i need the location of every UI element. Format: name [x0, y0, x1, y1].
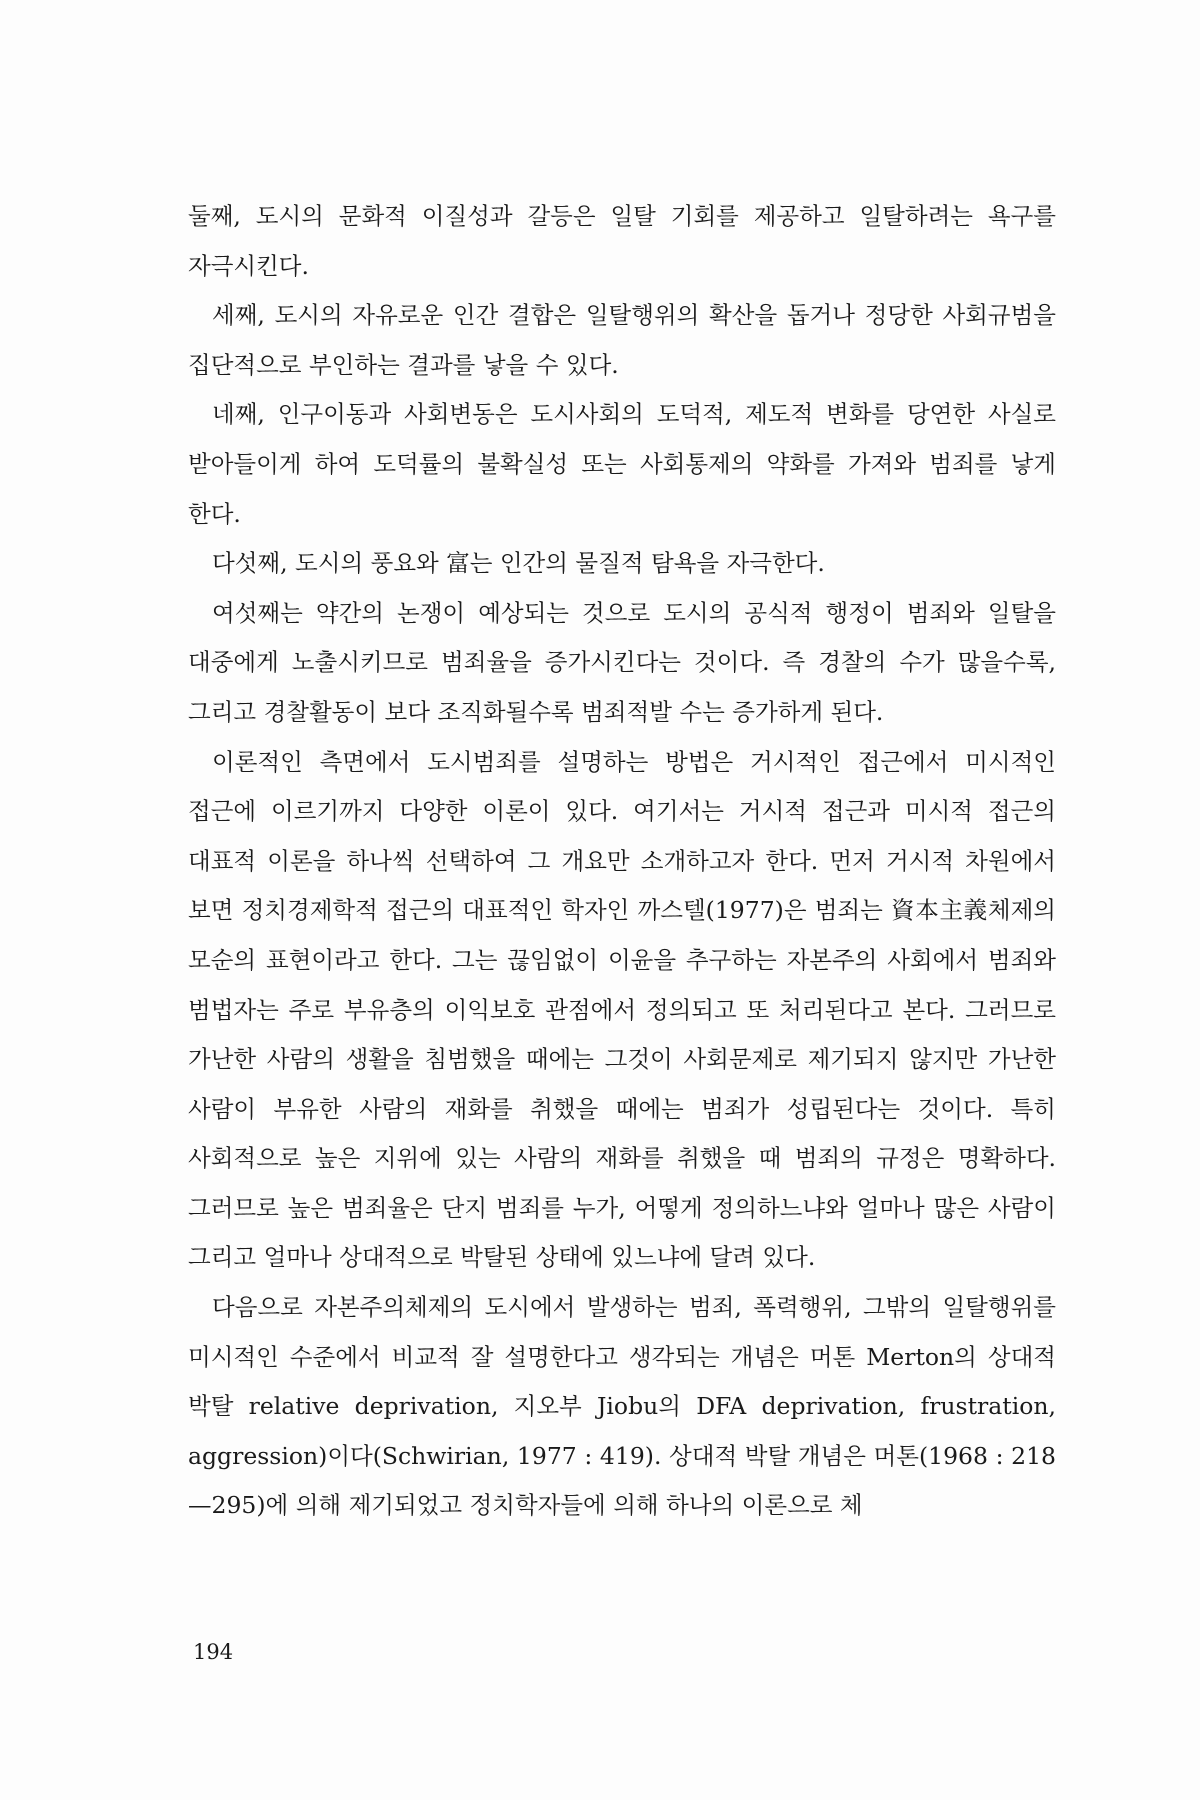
- paragraph-second-reason: 둘째, 도시의 문화적 이질성과 갈등은 일탈 기회를 제공하고 일탈하려는 욕구를 자극시킨다.: [188, 202, 1056, 280]
- paragraph-sixth-reason: 여섯째는 약간의 논쟁이 예상되는 것으로 도시의 공식적 행정이 범죄와 일탈을 대중에게 노출시키므로 범죄율을 증가시킨다는 것이다. 즉 경찰의 수가 많을수록, 그리고 경찰활동이 보다 조직화될수록 범죄적발 수는 증가하게 된다.: [188, 598, 1056, 726]
- paragraph-theory-macro: 이론적인 측면에서 도시범죄를 설명하는 방법은 거시적인 접근에서 미시적인 접근에 이르기까지 다양한 이론이 있다. 여기서는 거시적 접근과 미시적 접근의 대표적 이론을 하나씩 선택하여 그 개요만 소개하고자 한다. 먼저 거시적 차원에서 보면 정치경제학적 접근의 대표적인 학자인 까스텔(1977)은 범죄는 資本主義체제의 모순의 표현이라고 한다. 그는 끊임없이 이윤을 추구하는 자본주의 사회에서 범죄와 범법자는 주로 부유층의 이익보호 관점에서 정의되고 또 처리된다고 본다. 그러므로 가난한 사람의 생활을 침범했을 때에는 그것이 사회문제로 제기되지 않지만 가난한 사람이 부유한 사람의 재화를 취했을 때에는 범죄가 성립된다는 것이다. 특히 사회적으로 높은 지위에 있는 사람의 재화를 취했을 때 범죄의 규정은 명확하다. 그러므로 높은 범죄율은 단지 범죄를 누가, 어떻게 정의하느냐와 얼마나 많은 사람이 그리고 얼마나 상대적으로 박탈된 상태에 있느냐에 달려 있다.: [188, 747, 1056, 1272]
- body-text: [188, 192, 1056, 1531]
- paragraph-theory-micro: 다음으로 자본주의체제의 도시에서 발생하는 범죄, 폭력행위, 그밖의 일탈행위를 미시적인 수준에서 비교적 잘 설명한다고 생각되는 개념은 머톤 Merton의 상대적 박탈 relative deprivation, 지오부 Jiobu의 DFA deprivation, frustration, aggression)이다(Schwirian, 1977 : 419). 상대적 박탈 개념은 머톤(1968 : 218—295)에 의해 제기되었고 정치학자들에 의해 하나의 이론으로 체: [188, 1293, 1056, 1520]
- paragraph-third-reason: 세째, 도시의 자유로운 인간 결합은 일탈행위의 확산을 돕거나 정당한 사회규범을 집단적으로 부인하는 결과를 낳을 수 있다.: [188, 301, 1056, 379]
- paragraph-fourth-reason: 네째, 인구이동과 사회변동은 도시사회의 도덕적, 제도적 변화를 당연한 사실로 받아들이게 하여 도덕률의 불확실성 또는 사회통제의 약화를 가져와 범죄를 낳게 한다.: [188, 400, 1056, 528]
- paragraph-fifth-reason: 다섯째, 도시의 풍요와 富는 인간의 물질적 탐욕을 자극한다.: [212, 549, 825, 578]
- page-number: 194: [193, 1640, 234, 1664]
